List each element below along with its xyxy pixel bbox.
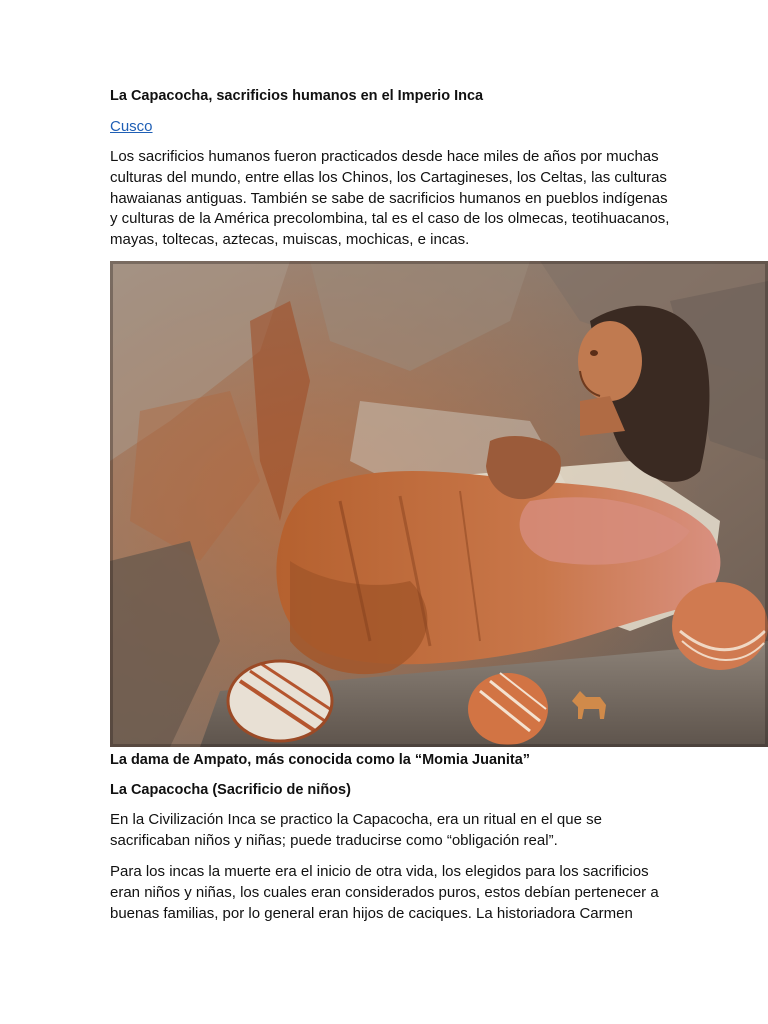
document-title: La Capacocha, sacrificios humanos en el Imperio Inca (110, 88, 484, 104)
document-page (110, 0, 768, 1024)
mummy-photo (110, 261, 768, 747)
cusco-link[interactable]: Cusco (110, 118, 153, 135)
photo-caption: La dama de Ampato, más conocida como la “Momia Juanita” (110, 752, 531, 768)
paragraph-death-beliefs: Para los incas la muerte era el inicio de otra vida, los elegidos para los sacrificios eran niños y niñas, los cuales eran considerados puros, estos debían pertenecer a buenas familias, por lo general eran hijos de caciques. La historiadora Carmen (110, 863, 659, 922)
section-heading: La Capacocha (Sacrificio de niños) (110, 782, 351, 798)
intro-paragraph: Los sacrificios humanos fueron practicados desde hace miles de años por muchas culturas del mundo, entre ellas los Chinos, los Cartagineses, los Celtas, las culturas hawaianas antiguas. También se sabe de sacrificios humanos en pueblos indígenas y culturas de la América precolombina, tal es el caso de los olmecas, teotihuacanos, mayas, toltecas, aztecas, muiscas, mochicas, e incas. (110, 148, 670, 249)
paragraph-capacocha: En la Civilización Inca se practico la Capacocha, era un ritual en el que se sacrificaban niños y niñas; puede traducirse como “obligación real”. (110, 811, 602, 849)
